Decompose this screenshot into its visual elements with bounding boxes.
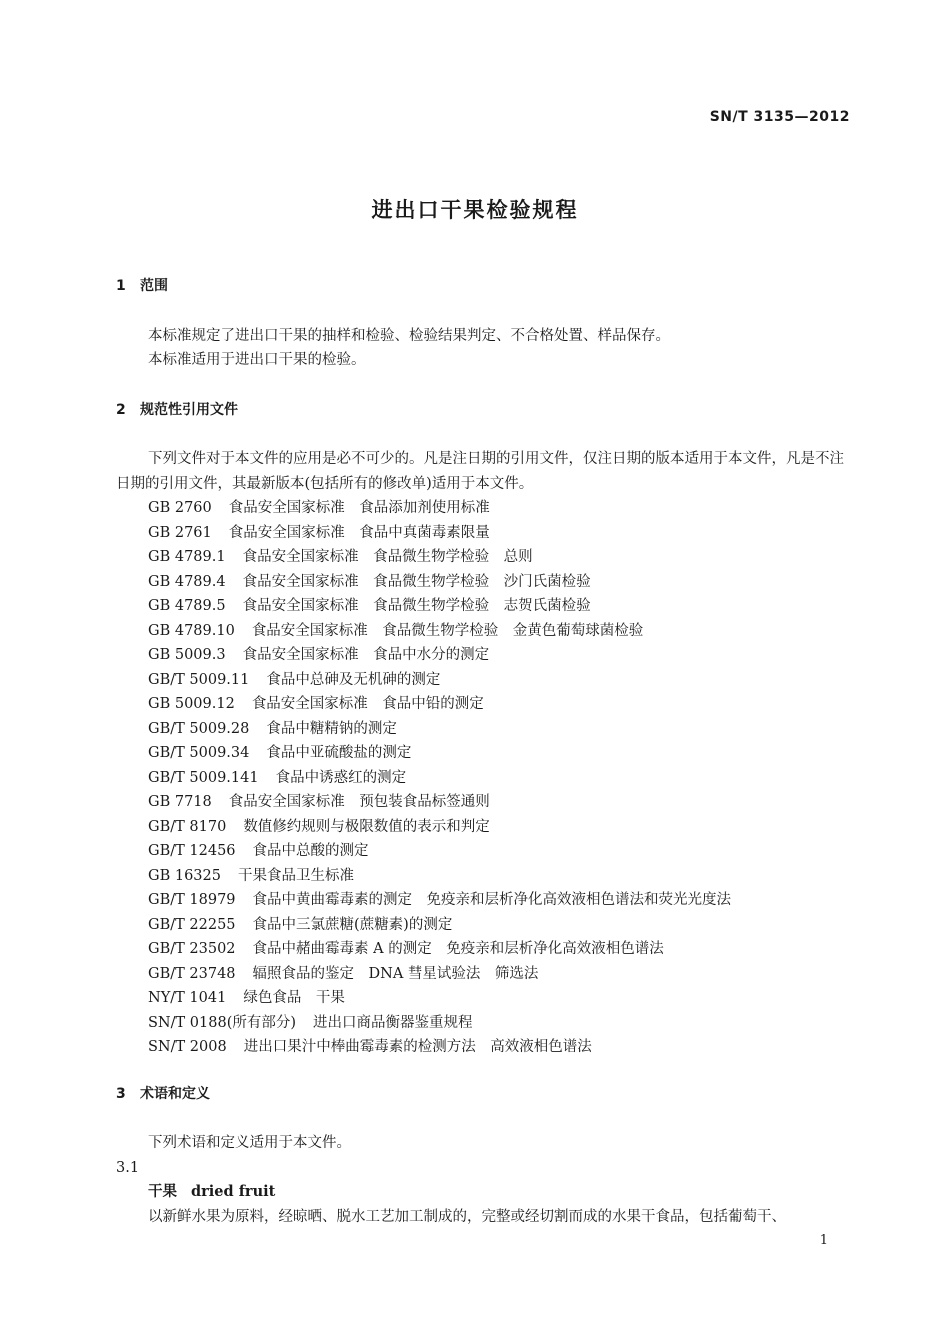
reference-title: 食品中总酸的测定 xyxy=(252,843,369,859)
reference-code: GB 5009.12 xyxy=(148,696,235,712)
reference-code: GB 7718 xyxy=(148,794,212,810)
reference-title: 食品中三氯蔗糖(蔗糖素)的测定 xyxy=(252,916,453,933)
reference-title: 辐照食品的鉴定 DNA 彗星试验法 筛选法 xyxy=(252,965,539,982)
section-1-paragraph-scope: 本标准规定了进出口干果的抽样和检验、检验结果判定、不合格处置、样品保存。 xyxy=(148,328,670,344)
reference-title: 食品中亚硫酸盐的测定 xyxy=(266,745,412,761)
document-title: 进出口干果检验规程 xyxy=(371,198,579,222)
reference-title: 食品安全国家标准 预包装食品标签通则 xyxy=(228,794,490,810)
reference-item xyxy=(148,815,731,840)
section-3-heading xyxy=(116,1084,210,1104)
reference-title: 食品安全国家标准 食品中铅的测定 xyxy=(251,696,484,712)
reference-title: 绿色食品 干果 xyxy=(243,990,345,1006)
reference-item xyxy=(148,839,731,864)
section-2-title: 规范性引用文件 xyxy=(140,402,238,418)
reference-item xyxy=(148,570,731,595)
reference-title: 数值修约规则与极限数值的表示和判定 xyxy=(243,818,490,835)
reference-title: 食品中黄曲霉毒素的测定 免疫亲和层析净化高效液相色谱法和荧光光度法 xyxy=(252,892,732,908)
reference-item xyxy=(148,1011,731,1036)
reference-item xyxy=(148,962,731,987)
reference-code: GB/T 5009.141 xyxy=(148,769,259,786)
reference-code: GB 16325 xyxy=(148,867,221,884)
reference-code: GB 2761 xyxy=(148,524,212,541)
reference-code: GB 4789.1 xyxy=(148,549,226,565)
reference-item xyxy=(148,619,731,644)
reference-item xyxy=(148,937,731,962)
reference-code: GB 4789.5 xyxy=(148,598,226,614)
reference-code: SN/T 2008 xyxy=(148,1039,227,1055)
reference-code: GB 4789.10 xyxy=(148,622,235,639)
reference-code: SN/T 0188(所有部分) xyxy=(148,1014,297,1031)
section-1-heading xyxy=(116,276,168,296)
reference-title: 食品安全国家标准 食品微生物学检验 金黄色葡萄球菌检验 xyxy=(251,622,644,639)
section-2-heading xyxy=(116,400,238,420)
reference-code: GB 5009.3 xyxy=(148,647,226,663)
section-3-intro: 下列术语和定义适用于本文件。 xyxy=(148,1135,351,1151)
reference-code: GB/T 8170 xyxy=(148,818,227,835)
term-definition: 以新鲜水果为原料，经晾晒、脱水工艺加工制成的，完整或经切割而成的水果干食品，包括葡萄干、 xyxy=(148,1209,786,1225)
reference-title: 进出口果汁中棒曲霉毒素的检测方法 高效液相色谱法 xyxy=(243,1039,592,1055)
reference-code: NY/T 1041 xyxy=(148,990,227,1006)
reference-code: GB 4789.4 xyxy=(148,573,226,590)
reference-code: GB/T 23748 xyxy=(148,965,236,982)
section-3-number: 3 xyxy=(116,1086,126,1102)
section-1-number: 1 xyxy=(116,278,126,294)
section-2-number: 2 xyxy=(116,402,126,418)
reference-title: 进出口商品衡器鉴重规程 xyxy=(313,1014,473,1031)
standard-code: SN/T 3135—2012 xyxy=(709,109,850,125)
reference-item xyxy=(148,864,731,889)
reference-item xyxy=(148,643,731,668)
section-1-paragraph-applicability: 本标准适用于进出口干果的检验。 xyxy=(148,352,366,368)
reference-item xyxy=(148,717,731,742)
reference-title: 食品安全国家标准 食品中水分的测定 xyxy=(242,647,490,663)
term-entry xyxy=(148,1180,275,1205)
reference-code: GB 2760 xyxy=(148,500,212,516)
section-1-title: 范围 xyxy=(140,278,168,294)
reference-code: GB/T 5009.34 xyxy=(148,745,250,761)
reference-list xyxy=(148,496,731,1060)
reference-item xyxy=(148,986,731,1011)
reference-item xyxy=(148,741,731,766)
reference-code: GB/T 18979 xyxy=(148,892,236,908)
reference-title: 食品安全国家标准 食品微生物学检验 沙门氏菌检验 xyxy=(242,573,591,590)
section-3-title: 术语和定义 xyxy=(140,1086,210,1102)
reference-title: 食品安全国家标准 食品添加剂使用标准 xyxy=(228,500,490,516)
reference-item xyxy=(148,692,731,717)
reference-title: 食品安全国家标准 食品中真菌毒素限量 xyxy=(228,524,490,541)
term-english: dried fruit xyxy=(191,1183,276,1200)
reference-item xyxy=(148,790,731,815)
subclause-number: 3.1 xyxy=(116,1160,140,1176)
term-chinese: 干果 xyxy=(148,1184,177,1200)
reference-item xyxy=(148,888,731,913)
section-2-intro: 下列文件对于本文件的应用是必不可少的。凡是注日期的引用文件，仅注日期的版本适用于本文件，凡是不注日期的引用文件，其最新版本(包括所有的修改单)适用于本文件。 xyxy=(116,451,844,492)
reference-title: 食品中糖精钠的测定 xyxy=(266,720,397,737)
reference-item xyxy=(148,766,731,791)
reference-code: GB/T 5009.11 xyxy=(148,671,250,688)
reference-item xyxy=(148,521,731,546)
reference-title: 食品安全国家标准 食品微生物学检验 志贺氏菌检验 xyxy=(242,598,591,614)
reference-code: GB/T 23502 xyxy=(148,941,236,957)
reference-item xyxy=(148,496,731,521)
reference-item xyxy=(148,913,731,938)
reference-code: GB/T 22255 xyxy=(148,916,236,933)
reference-item xyxy=(148,545,731,570)
page-number: 1 xyxy=(819,1233,828,1248)
reference-item xyxy=(148,594,731,619)
reference-title: 食品中赭曲霉毒素 A 的测定 免疫亲和层析净化高效液相色谱法 xyxy=(252,941,664,957)
reference-item xyxy=(148,1035,731,1060)
reference-title: 食品安全国家标准 食品微生物学检验 总则 xyxy=(242,549,533,565)
reference-code: GB/T 12456 xyxy=(148,843,236,859)
reference-title: 干果食品卫生标准 xyxy=(237,867,354,884)
reference-title: 食品中诱惑红的测定 xyxy=(275,769,407,786)
reference-title: 食品中总砷及无机砷的测定 xyxy=(266,671,441,688)
reference-code: GB/T 5009.28 xyxy=(148,720,250,737)
reference-item xyxy=(148,668,731,693)
